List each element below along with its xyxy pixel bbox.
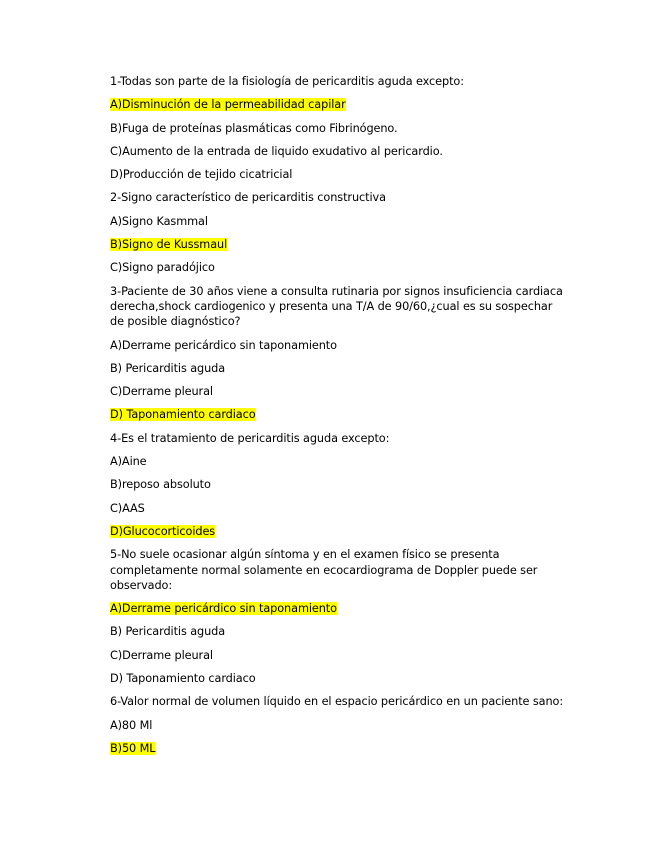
question-2-option-a: A)Signo Kasmmal bbox=[110, 214, 208, 228]
question-3-option-a: A)Derrame pericárdico sin taponamiento bbox=[110, 338, 337, 352]
question-4-option-a: A)Aine bbox=[110, 455, 147, 469]
highlighted-answer: B)Signo de Kussmaul bbox=[110, 238, 228, 252]
question-3-text: 3-Paciente de 30 años viene a consulta rutinaria por signos insuficiencia cardiaca derecha,shock cardiogenico y presenta una T/A de 90/60,¿cual es su sospechar de posible diagnóstico? bbox=[110, 284, 563, 329]
question-1-option-a bbox=[110, 97, 565, 112]
question-4-option-b: B)reposo absoluto bbox=[110, 478, 211, 492]
question-5-option-b: B) Pericarditis aguda bbox=[110, 625, 226, 639]
question-1-option-c: C)Aumento de la entrada de liquido exudativo al pericardio. bbox=[110, 144, 443, 158]
question-5-option-c: C)Derrame pleural bbox=[110, 648, 213, 662]
highlighted-answer: D)Glucocorticoides bbox=[110, 524, 216, 538]
highlighted-answer: D) Taponamiento cardiaco bbox=[110, 408, 256, 422]
question-2-text: 2-Signo característico de pericarditis constructiva bbox=[110, 191, 386, 205]
question-6-option-b bbox=[110, 741, 565, 756]
question-2-option-b bbox=[110, 237, 565, 252]
question-5-option-d: D) Taponamiento cardiaco bbox=[110, 672, 256, 686]
question-1-option-b: B)Fuga de proteínas plasmáticas como Fibrinógeno. bbox=[110, 121, 398, 135]
question-1-text: 1-Todas son parte de la fisiología de pericarditis aguda excepto: bbox=[110, 75, 464, 88]
question-3-option-c: C)Derrame pleural bbox=[110, 385, 213, 399]
highlighted-answer: A)Derrame pericárdico sin taponamiento bbox=[110, 602, 337, 616]
question-5-option-a bbox=[110, 601, 565, 616]
highlighted-answer: A)Disminución de la permeabilidad capilar bbox=[110, 98, 346, 112]
question-3-option-d bbox=[110, 407, 565, 422]
document-body bbox=[110, 74, 565, 764]
question-4-option-c: C)AAS bbox=[110, 501, 145, 515]
question-5-text: 5-No suele ocasionar algún síntoma y en el examen físico se presenta completamente normal solamente en ecocardiograma de Doppler puede ser observado: bbox=[110, 548, 538, 592]
question-4-option-d bbox=[110, 524, 565, 539]
question-4-text: 4-Es el tratamiento de pericarditis aguda excepto: bbox=[110, 431, 390, 445]
question-3-option-b: B) Pericarditis aguda bbox=[110, 361, 226, 375]
question-2-option-c: C)Signo paradójico bbox=[110, 261, 215, 275]
question-6-option-a: A)80 Ml bbox=[110, 718, 153, 732]
highlighted-answer: B)50 ML bbox=[110, 741, 156, 755]
question-6-text: 6-Valor normal de volumen líquido en el espacio pericárdico en un paciente sano: bbox=[110, 695, 564, 709]
question-1-option-d: D)Producción de tejido cicatricial bbox=[110, 168, 293, 182]
